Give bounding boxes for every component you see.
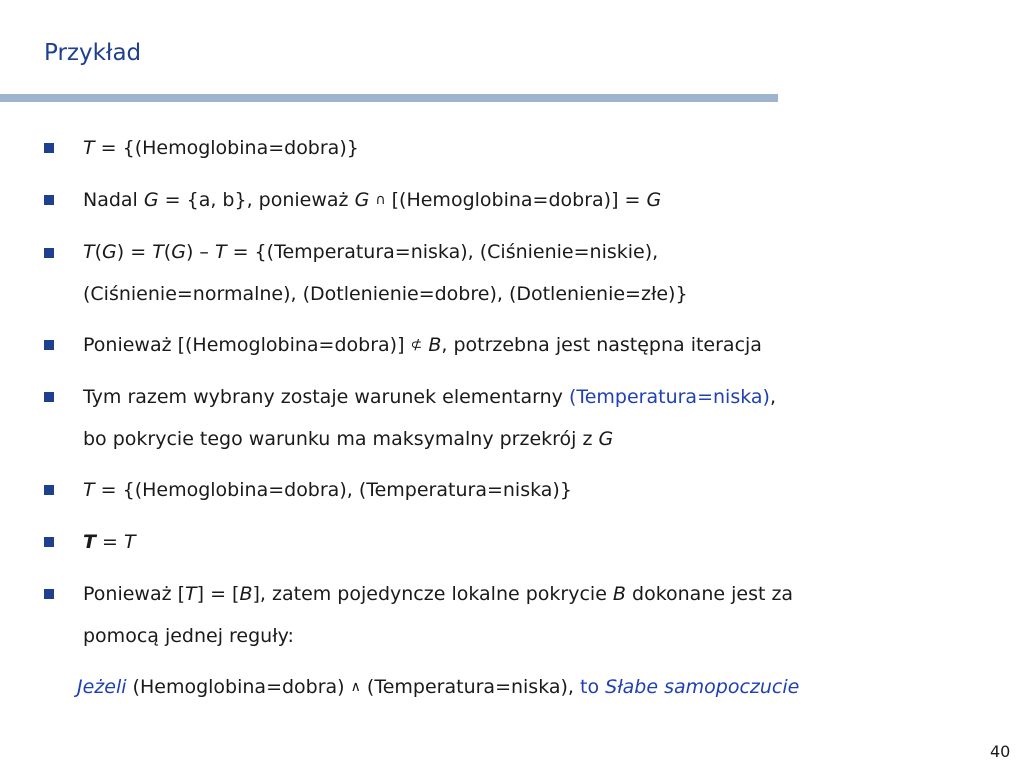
bullet-marker <box>44 143 54 153</box>
slide-title: Przykład <box>44 40 142 66</box>
math-B: B <box>239 583 253 605</box>
math-G: G <box>143 189 159 211</box>
rule-condition: (Hemoglobina=dobra) <box>126 676 351 698</box>
math-T: T <box>185 583 197 605</box>
math-T: T <box>214 241 227 263</box>
math-B: B <box>428 334 442 356</box>
text: = <box>95 531 124 553</box>
text: ( <box>94 241 103 263</box>
bullet-item-2 <box>83 188 661 214</box>
math-T: T <box>83 241 95 263</box>
rule-conclusion: Słabe samopoczucie <box>605 676 800 698</box>
bullet-item-5 <box>83 385 776 409</box>
not-subset-symbol: ⊄ <box>410 337 423 353</box>
rule-condition: (Temperatura=niska), <box>360 676 574 698</box>
text: , <box>769 386 776 408</box>
bullet-marker <box>44 248 54 258</box>
bullet-item-8 <box>83 582 793 606</box>
bullet-marker <box>44 392 54 402</box>
math-G: G <box>598 428 614 450</box>
text: ( <box>163 241 172 263</box>
bullet-marker <box>44 340 54 350</box>
math-B: B <box>612 583 626 605</box>
text: = {(Hemoglobina=dobra), (Temperatura=niska)} <box>94 479 572 501</box>
math-T: T <box>83 137 95 159</box>
bullet-item-8-line-2: pomocą jednej reguły: <box>83 625 294 647</box>
text: Tym razem wybrany zostaje warunek elementarny <box>83 386 569 408</box>
math-T: T <box>83 479 95 501</box>
text: = {(Hemoglobina=dobra)} <box>94 137 359 159</box>
text: ], zatem pojedyncze lokalne pokrycie <box>252 583 613 605</box>
bullet-item-6 <box>83 478 572 502</box>
text: ) = <box>116 241 153 263</box>
text: [(Hemoglobina=dobra)] = <box>385 189 647 211</box>
bullet-item-7 <box>83 530 136 554</box>
text: Ponieważ [ <box>83 583 186 605</box>
math-G: G <box>171 241 186 263</box>
rule-then-keyword: to <box>573 676 606 698</box>
text: Ponieważ [(Hemoglobina=dobra)] <box>83 334 411 356</box>
text: bo pokrycie tego warunku ma maksymalny przekrój z <box>83 428 599 450</box>
highlighted-condition: (Temperatura=niska) <box>568 386 770 408</box>
text: = {a, b}, ponieważ <box>158 189 355 211</box>
bullet-marker <box>44 589 54 599</box>
math-G: G <box>102 241 117 263</box>
math-T-bold: T <box>83 531 96 553</box>
math-T: T <box>123 531 136 553</box>
text: ] = [ <box>196 583 240 605</box>
page-number: 40 <box>990 742 1011 761</box>
text: Nadal <box>83 189 144 211</box>
text: = {(Temperatura=niska), (Ciśnienie=niskie), <box>226 241 659 263</box>
bullet-marker <box>44 537 54 547</box>
bullet-item-5-line-2 <box>83 427 613 451</box>
bullet-item-3-line-2: (Ciśnienie=normalne), (Dotlenienie=dobre), (Dotlenienie=złe)} <box>83 283 688 305</box>
math-G: G <box>646 189 662 211</box>
text: dokonane jest za <box>625 583 794 605</box>
bullet-item-4 <box>83 333 762 359</box>
rule-if-keyword: Jeżeli <box>77 676 127 698</box>
math-T: T <box>152 241 164 263</box>
math-G: G <box>354 189 370 211</box>
logical-and-symbol: ∧ <box>350 679 361 695</box>
bullet-item-3 <box>83 240 658 264</box>
intersection-symbol: ∩ <box>375 192 386 208</box>
bullet-marker <box>44 195 54 205</box>
bullet-item-1 <box>83 136 359 160</box>
rule-line <box>77 675 799 701</box>
text: ) – <box>185 241 215 263</box>
title-underline <box>0 94 778 102</box>
bullet-marker <box>44 485 54 495</box>
text: , potrzebna jest następna iteracja <box>441 334 762 356</box>
